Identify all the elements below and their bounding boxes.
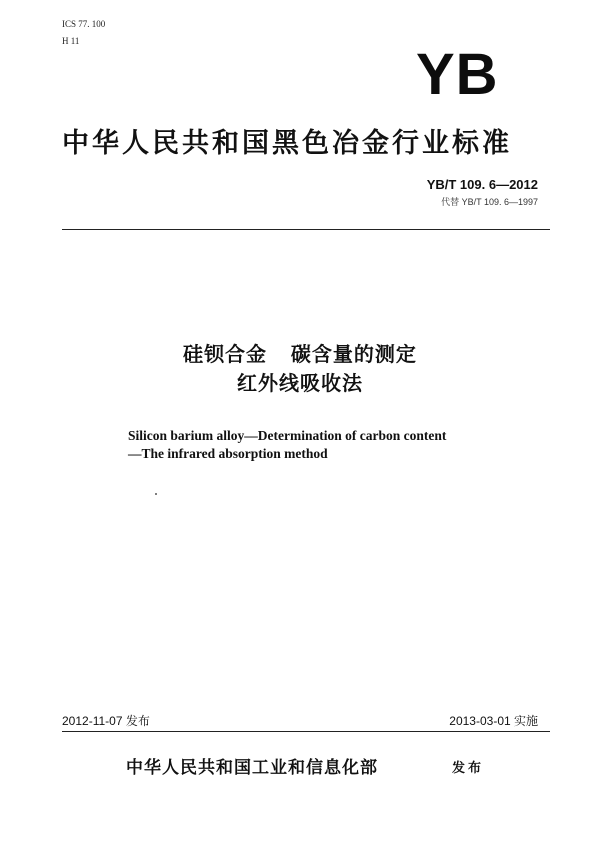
cn-title-line2: 红外线吸收法	[237, 371, 363, 395]
en-title-line2: —The infrared absorption method	[128, 446, 328, 461]
issue-label: 发布	[452, 761, 485, 776]
yb-logo: YB	[416, 42, 499, 107]
implement-date: 2013-03-01 实施	[449, 714, 538, 728]
header-divider	[62, 229, 550, 230]
standard-category-title: 中华人民共和国黑色冶金行业标准	[62, 128, 512, 159]
standard-code: YB/T 109. 6—2012	[426, 177, 538, 192]
issuing-ministry: 中华人民共和国工业和信息化部	[126, 758, 378, 778]
scan-speck	[155, 493, 157, 495]
issue-date: 2012-11-07 发布	[62, 714, 150, 728]
ics-code: ICS 77. 100	[62, 19, 106, 29]
footer-divider	[62, 731, 550, 732]
classification-code: H 11	[62, 36, 80, 46]
en-title-line1: Silicon barium alloy—Determination of carbon content	[128, 428, 447, 443]
replaces-standard: 代替 YB/T 109. 6—1997	[441, 197, 538, 207]
cn-title-line1: 硅钡合金 碳含量的测定	[183, 342, 417, 366]
